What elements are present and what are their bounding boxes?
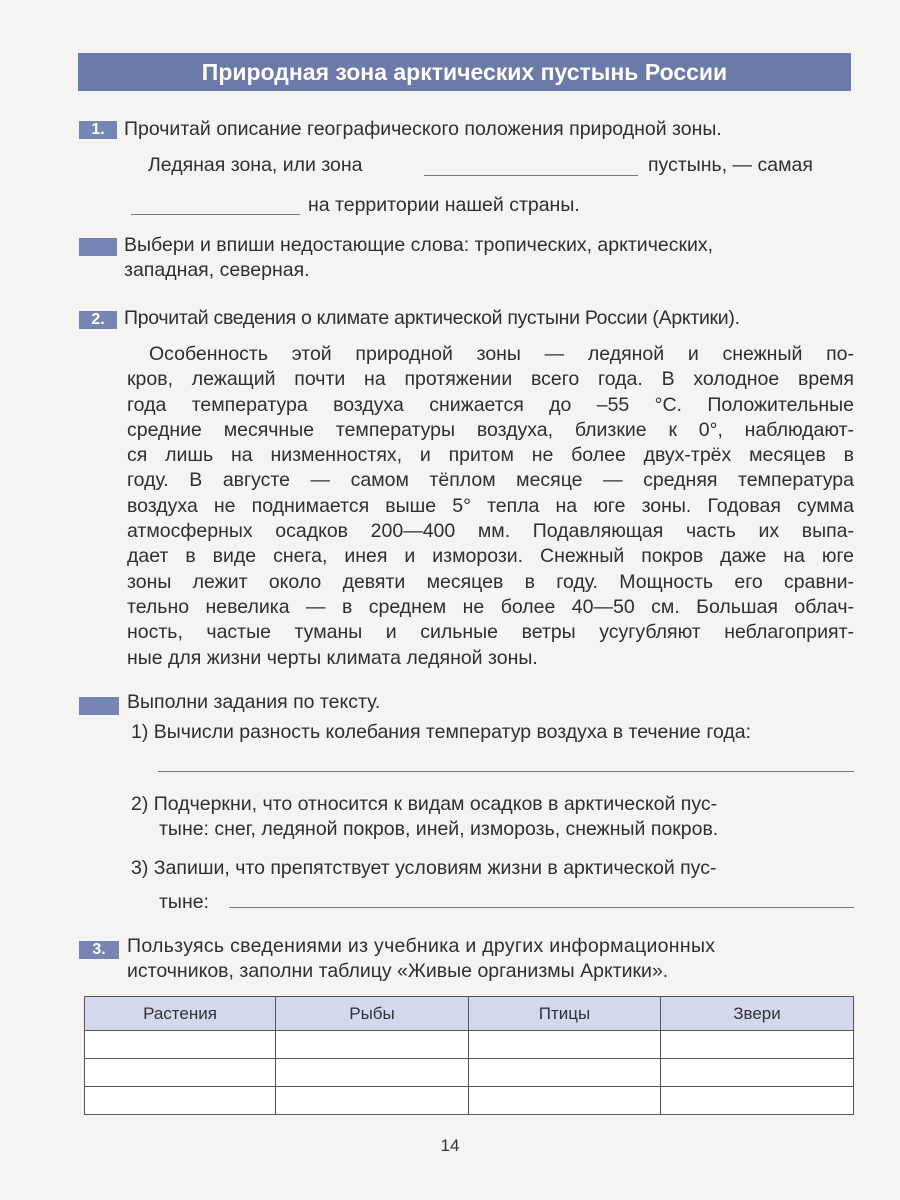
task-2-badge: 2. xyxy=(79,311,117,329)
table-cell[interactable] xyxy=(276,1087,469,1115)
climate-text-line: году. В августе — самом тёплом месяце — средняя температура xyxy=(127,469,854,492)
task-3-instruction-line1: Пользуясь сведениями из учебника и других информационных xyxy=(127,935,716,957)
table-cell[interactable] xyxy=(661,1059,854,1087)
table-cell[interactable] xyxy=(276,1059,469,1087)
task-3-badge: 3. xyxy=(79,941,119,959)
subtask-heading: Выполни задания по тексту. xyxy=(127,691,381,713)
climate-text-line: средние месячные температуры воздуха, близкие к 0°, наблюдают- xyxy=(127,418,854,441)
table-header-birds: Птицы xyxy=(469,997,661,1031)
table-row xyxy=(85,1059,854,1087)
climate-text-line: ся лишь на низменностях, и притом не более двух-трёх месяцев в xyxy=(127,444,854,467)
subtask-badge xyxy=(79,697,119,715)
answer-blank-direction[interactable] xyxy=(131,214,300,215)
organisms-table xyxy=(84,996,854,1115)
climate-text-line: ность, частые туманы и сильные ветры усугубляют неблагоприят- xyxy=(127,621,854,644)
climate-text-line: атмосферных осадков 200—400 мм. Подавляющая часть их выпа- xyxy=(127,520,854,543)
table-cell[interactable] xyxy=(85,1031,276,1059)
table-cell[interactable] xyxy=(661,1031,854,1059)
climate-text-line: дает в виде снега, инея и изморози. Снежный покров даже на юге xyxy=(127,545,854,568)
climate-text-line: воздуха не поднимается выше 5° тепла на юге зоны. Годовая сумма xyxy=(127,494,854,517)
subtask-item-2-line1: 2) Подчеркни, что относится к видам осадков в арктической пус- xyxy=(131,793,718,815)
climate-text-line: зоны лежит около девяти месяцев в году. Мощность его сравни- xyxy=(127,570,854,593)
table-cell[interactable] xyxy=(661,1087,854,1115)
subtask-item-1: 1) Вычисли разность колебания температур воздуха в течение года: xyxy=(131,721,752,743)
subtask-item-3-line2: тыне: xyxy=(159,891,209,913)
task-1-sentence-part1: Ледяная зона, или зона xyxy=(148,154,363,176)
table-header-fish: Рыбы xyxy=(276,997,469,1031)
climate-text-line: кров, лежащий почти на протяжении всего года. В холодное время xyxy=(127,368,854,391)
table-header-mammals: Звери xyxy=(661,997,854,1031)
table-cell[interactable] xyxy=(276,1031,469,1059)
table-header-plants: Растения xyxy=(85,997,276,1031)
task-1-words-line1: Выбери и впиши недостающие слова: тропических, арктических, xyxy=(124,234,714,256)
task-1-sentence-part3: на территории нашей страны. xyxy=(308,194,580,216)
task-1-words-line2: западная, северная. xyxy=(124,259,310,281)
hint-badge xyxy=(79,238,117,256)
climate-text xyxy=(127,342,854,671)
climate-text-line: ные для жизни черты климата ледяной зоны. xyxy=(127,646,538,669)
task-1-sentence-part2: пустынь, — самая xyxy=(648,154,813,176)
table-cell[interactable] xyxy=(469,1059,661,1087)
task-1-badge: 1. xyxy=(79,121,117,139)
climate-text-line: тельно невелика — в среднем не более 40—50 см. Большая облач- xyxy=(127,595,854,618)
climate-text-line: года температура воздуха снижается до –55 °С. Положительные xyxy=(127,393,854,416)
table-cell[interactable] xyxy=(85,1087,276,1115)
subtask-item-3-line1: 3) Запиши, что препятствует условиям жизни в арктической пус- xyxy=(131,857,717,879)
subtask-item-2-line2: тыне: снег, ледяной покров, иней, изморозь, снежный покров. xyxy=(159,818,719,840)
table-cell[interactable] xyxy=(469,1031,661,1059)
table-row xyxy=(85,1087,854,1115)
answer-line-obstacles[interactable] xyxy=(229,907,854,908)
page-title: Природная зона арктических пустынь России xyxy=(78,53,851,91)
climate-text-line: Особенность этой природной зоны — ледяной и снежный по- xyxy=(149,343,854,365)
task-2-instruction: Прочитай сведения о климате арктической пустыни России (Арктики). xyxy=(124,307,740,329)
table-cell[interactable] xyxy=(469,1087,661,1115)
table-row xyxy=(85,1031,854,1059)
task-3-instruction-line2: источников, заполни таблицу «Живые организмы Арктики». xyxy=(127,960,669,982)
task-1-instruction: Прочитай описание географического положения природной зоны. xyxy=(124,118,722,140)
answer-blank-zone-type[interactable] xyxy=(424,175,638,176)
answer-line-temperature[interactable] xyxy=(158,771,854,772)
page-number: 14 xyxy=(440,1136,460,1155)
table-cell[interactable] xyxy=(85,1059,276,1087)
